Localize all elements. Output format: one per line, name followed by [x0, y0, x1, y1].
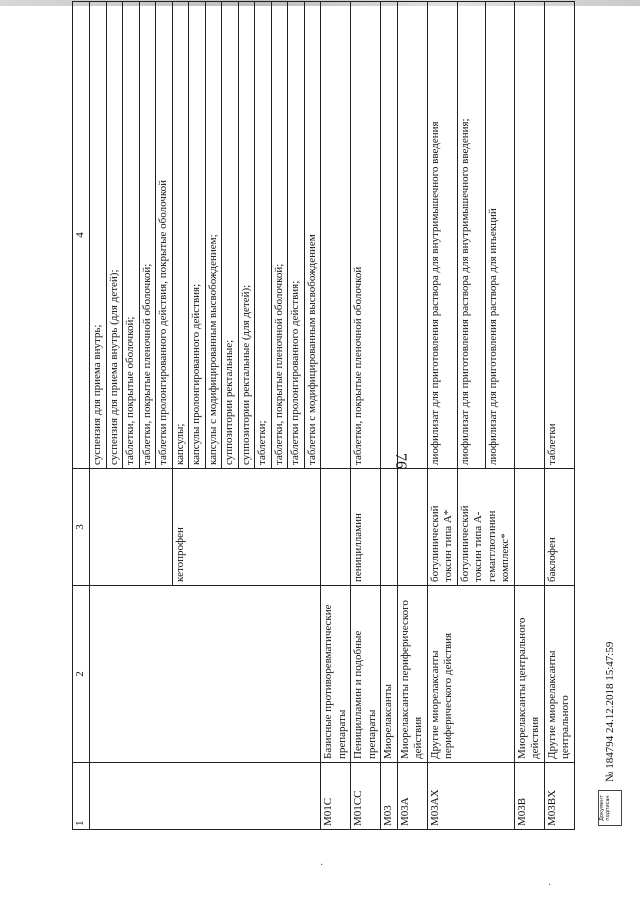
table-row: [381, 2, 398, 830]
name-cell: кетопрофен: [172, 469, 321, 586]
code-cell: [90, 763, 321, 830]
form-cell: лиофилизат для приготовления раствора для внутримышечного введения;: [457, 2, 486, 469]
form-cell: капсулы с модифицированным высвобождением;: [205, 2, 222, 469]
form-cell: капсулы пролонгированного действия;: [189, 2, 206, 469]
form-cell: суппозитории ректальные (для детей);: [238, 2, 255, 469]
header-row: [73, 2, 90, 830]
table-row: [90, 2, 107, 830]
table-row: [351, 2, 381, 830]
form-cell: лиофилизат для приготовления раствора для внутримышечного введения: [427, 2, 457, 469]
form-cell: суспензия для приема внутрь (для детей);: [106, 2, 123, 469]
group-cell: Пеницилламин и подобные препараты: [351, 586, 381, 763]
col-header-3: 3: [73, 469, 90, 586]
form-cell: [321, 2, 351, 469]
form-cell: лиофилизат для приготовления раствора для инъекций: [486, 2, 515, 469]
form-cell: таблетки, покрытые пленочной оболочкой: [351, 2, 381, 469]
name-cell: [514, 469, 544, 586]
group-cell: Миорелаксанты центрального действия: [514, 586, 544, 763]
name-cell: [381, 469, 398, 586]
col-header-1: 1: [73, 763, 90, 830]
name-cell: [90, 469, 173, 586]
rotated-page-content: [72, 30, 616, 830]
col-header-2: 2: [73, 586, 90, 763]
form-cell: суспензия для приема внутрь;: [90, 2, 107, 469]
group-cell: Базисные противоревматические препараты: [321, 586, 351, 763]
table-row: [544, 2, 574, 830]
name-cell: ботулинический токсин типа А-гемагглютинин комплекс*: [457, 469, 514, 586]
name-cell: [321, 469, 351, 586]
drug-table: [72, 1, 575, 830]
scan-speck: ·: [320, 860, 324, 871]
form-cell: таблетки, покрытые оболочкой;: [123, 2, 140, 469]
form-cell: таблетки;: [255, 2, 272, 469]
table-row: [427, 2, 457, 830]
form-cell: таблетки с модифицированным высвобождением: [304, 2, 321, 469]
footer: [592, 496, 632, 826]
name-cell: [397, 469, 427, 586]
group-cell: [90, 586, 321, 763]
name-cell: ботулинический токсин типа А*: [427, 469, 457, 586]
name-cell: баклофен: [544, 469, 574, 586]
form-cell: таблетки, покрытые пленочной оболочкой;: [271, 2, 288, 469]
code-cell: M01C: [321, 763, 351, 830]
form-cell: [514, 2, 544, 469]
form-cell: [397, 2, 427, 469]
form-cell: [381, 2, 398, 469]
group-cell: Другие миорелаксанты центрального: [544, 586, 574, 763]
code-cell: M03: [381, 763, 398, 830]
code-cell: M01CC: [351, 763, 381, 830]
form-cell: таблетки: [544, 2, 574, 469]
group-cell: Миорелаксанты периферического действия: [397, 586, 427, 763]
group-cell: Миорелаксанты: [381, 586, 398, 763]
page-number: 76: [392, 453, 409, 469]
form-cell: капсулы;: [172, 2, 189, 469]
form-cell: таблетки пролонгированного действия, покрытые оболочкой: [156, 2, 173, 469]
form-cell: таблетки пролонгированного действия;: [288, 2, 305, 469]
signature-stamp: Документ подписан: [598, 790, 622, 826]
form-cell: суппозитории ректальные;: [222, 2, 239, 469]
table-row: [397, 2, 427, 830]
code-cell: M03B: [514, 763, 544, 830]
code-cell: M03A: [397, 763, 427, 830]
col-header-4: 4: [73, 2, 90, 469]
form-cell: таблетки, покрытые пленочной оболочкой;: [139, 2, 156, 469]
scan-speck: ·: [548, 880, 552, 891]
table-row: [514, 2, 544, 830]
code-cell: M03BX: [544, 763, 574, 830]
table-row: [321, 2, 351, 830]
group-cell: Другие миорелаксанты периферического действия: [427, 586, 514, 763]
code-cell: M03AX: [427, 763, 514, 830]
name-cell: пеницилламин: [351, 469, 381, 586]
document-number: № 184794 24.12.2018 15:47:59: [604, 641, 616, 782]
